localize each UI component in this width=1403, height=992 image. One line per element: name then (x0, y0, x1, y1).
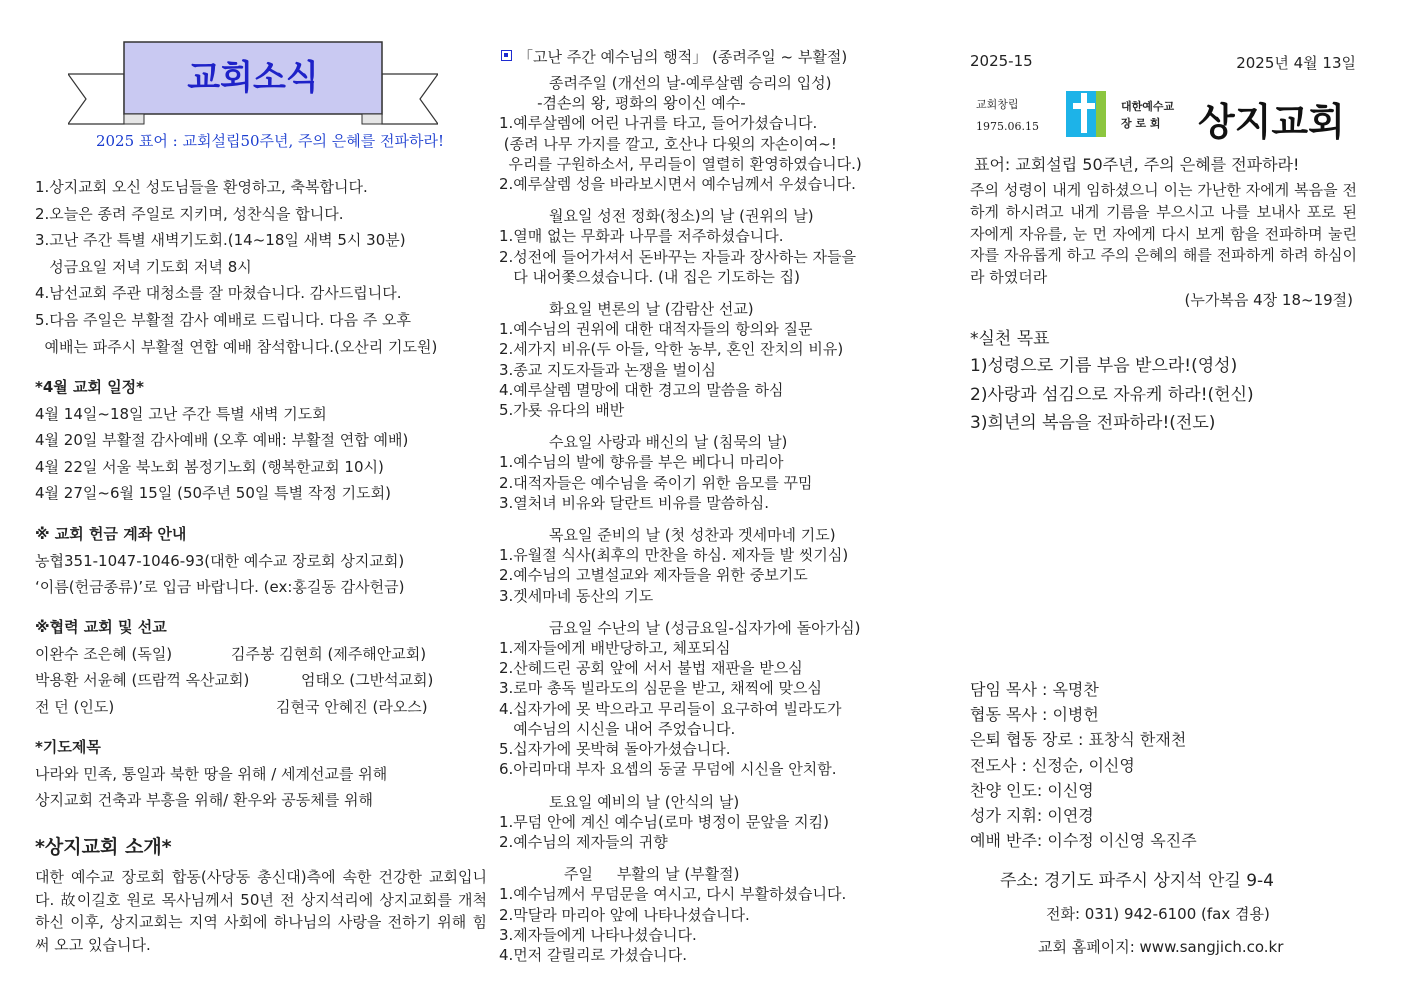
day-line: 2.막달라 마리아 앞에 나타나셨습니다. (499, 905, 750, 924)
day-line: 1.열매 없는 무화과 나무를 저주하셨습니다. (499, 227, 784, 246)
news-item: 예배는 파주시 부활절 연합 예배 참석합니다.(오산리 기도원) (35, 337, 438, 356)
prayer-title: *기도제목 (35, 738, 101, 756)
news-list (35, 174, 495, 360)
banner-title: 교회소식 (187, 58, 319, 98)
schedule-section (35, 374, 495, 507)
day-line: 4.먼저 갈릴리로 가셨습니다. (499, 945, 688, 964)
account-note: ‘이름(헌금종류)’로 입금 바랍니다. (ex:홍길동 감사헌금) (35, 578, 405, 597)
schedule-title: *4월 교회 일정* (35, 378, 145, 396)
day-line: (종려 나무 가지를 깔고, 호산나 다윗의 자손이여~! (499, 134, 837, 153)
annual-motto: 2025 표어 : 교회설립50주년, 주의 은혜를 전파하라! (95, 132, 445, 150)
staff-item: 전도사 : 신정순, 이신영 (970, 755, 1135, 775)
day-line: 3.열처녀 비유와 달란트 비유를 말씀하심. (499, 493, 769, 512)
founded-date: 1975.06.15 (976, 120, 1039, 133)
day-line: 4.십자가에 못 박으라고 무리들이 요구하여 빌라도가 (499, 699, 842, 718)
day-line: 1.유월절 식사(최후의 만찬을 하심. 제자들 발 씻기심) (499, 546, 849, 565)
issue-date: 2025년 4월 13일 (1236, 54, 1356, 72)
staff-item: 협동 목사 : 이병헌 (970, 705, 1099, 725)
church-homepage[interactable]: 교회 홈페이지: www.sangjich.co.kr (1038, 938, 1284, 956)
day-heading: 월요일 성전 정화(청소)의 날 (권위의 날) (549, 207, 814, 226)
staff-item: 담임 목사 : 옥명찬 (970, 680, 1099, 699)
day-line: 2.성전에 들어가셔서 돈바꾸는 자들과 장사하는 자들을 (499, 247, 856, 266)
day-heading: 토요일 예비의 날 (안식의 날) (549, 792, 740, 811)
day-line: 1.예수님께서 무덤문을 여시고, 다시 부활하셨습니다. (499, 885, 847, 904)
church-phone: 전화: 031) 942-6100 (fax 겸용) (1046, 905, 1270, 923)
schedule-item: 4월 20일 부활절 감사예배 (오후 예배: 부활절 연합 예배) (35, 431, 409, 450)
prayer-item: 상지교회 건축과 부흥을 위해/ 환우와 공동체를 위해 (35, 791, 373, 810)
day-line: 2.세가지 비유(두 아들, 악한 농부, 혼인 잔치의 비유) (499, 340, 844, 359)
day-line: 5.가룟 유다의 배반 (499, 401, 625, 420)
missions-section (35, 614, 495, 720)
intro-title: *상지교회 소개* (35, 836, 172, 858)
day-heading: 금요일 수난의 날 (성금요일-십자가에 돌아가심) (549, 618, 861, 637)
missions-row (35, 694, 495, 721)
schedule-item: 4월 14일~18일 고난 주간 특별 새벽 기도회 (35, 404, 327, 423)
day-heading: 목요일 준비의 날 (첫 성찬과 겟세마네 기도) (549, 526, 836, 545)
missionary: 김주봉 김현희 (제주해안교회) (231, 644, 427, 663)
day-line: 1.무덤 안에 계신 예수님(로마 병정이 문앞을 지킴) (499, 812, 829, 831)
day-line: 1.제자들에게 배반당하고, 체포되심 (499, 639, 731, 658)
news-item: 성금요일 저녁 기도회 저녁 8시 (35, 257, 252, 276)
square-bullet-icon (501, 50, 512, 61)
denomination-line-2: 장 로 회 (1121, 117, 1161, 130)
day-line: 5.십자가에 못박혀 돌아가셨습니다. (499, 740, 731, 759)
missions-row (35, 667, 495, 694)
church-name: 상지교회 (1198, 100, 1345, 144)
day-line: 2.대적자들은 예수님을 죽이기 위한 음모를 꾸밈 (499, 473, 813, 492)
day-line: 2.산헤드린 공회 앞에 서서 불법 재판을 받으심 (499, 659, 803, 678)
scripture-verse: 주의 성령이 내게 임하셨으니 이는 가난한 자에게 복음을 전하게 하시려고 내게 기름을 부으시고 나를 보내사 포로 된 자에게 자유를, 눈 먼 자에게 다시 보게 함을 전파하며 눌린 자를 자유롭게 하고 주의 은혜의 해를 전파하게 하려 하심이라 하였더라 (970, 181, 1357, 287)
right-motto: 표어: 교회설립 50주년, 주의 은혜를 전파하라! (974, 155, 1300, 174)
goals-title: *실천 목표 (970, 329, 1050, 349)
church-logo-icon (1066, 91, 1106, 137)
goals-list (970, 352, 1254, 438)
scripture-reference: (누가복음 4장 18~19절) (1184, 291, 1353, 309)
day-line: 1.예수님의 발에 향유를 부은 베다니 마리아 (499, 453, 784, 472)
denomination-line-1: 대한예수교 (1121, 100, 1175, 113)
day-line: 2.예수님의 제자들의 귀향 (499, 832, 668, 851)
news-item: 4.남선교회 주관 대청소를 잘 마쳤습니다. 감사드립니다. (35, 284, 402, 303)
day-line: 3.종교 지도자들과 논쟁을 벌이심 (499, 360, 716, 379)
news-item: 5.다음 주일은 부활절 감사 예배로 드립니다. 다음 주 오후 (35, 310, 412, 329)
staff-item: 찬양 인도: 이신영 (970, 780, 1094, 800)
day-line: 다 내어쫓으셨습니다. (내 집은 기도하는 집) (499, 267, 800, 286)
day-line: 1.예루살렘에 어린 나귀를 타고, 들어가셨습니다. (499, 114, 818, 133)
church-address: 주소: 경기도 파주시 상지석 안길 9-4 (1000, 871, 1274, 891)
news-item: 1.상지교회 오신 성도님들을 환영하고, 축복합니다. (35, 178, 368, 196)
prayer-section (35, 734, 495, 814)
day-line: 3.로마 총독 빌라도의 심문을 받고, 채찍에 맞으심 (499, 679, 822, 698)
missionary: 전 던 (인도) (35, 697, 115, 716)
day-line: 6.아리마대 부자 요셉의 동굴 무덤에 시신을 안치함. (499, 760, 837, 779)
issue-number: 2025-15 (970, 52, 1033, 70)
news-item: 2.오늘은 종려 주일로 지키며, 성찬식을 합니다. (35, 204, 344, 223)
account-section (35, 521, 495, 601)
news-banner (68, 40, 438, 128)
missions-title: ※협력 교회 및 선교 (35, 618, 167, 636)
day-line: 예수님의 시신을 내어 주었습니다. (499, 719, 736, 738)
account-number: 농협351-1047-1046-93(대한 예수교 장로회 상지교회) (35, 551, 405, 570)
missionary: 김현국 안혜진 (라오스) (276, 697, 428, 716)
day-heading: 종려주일 (개선의 날-예루살렘 승리의 입성) (549, 74, 832, 92)
goal-item: 2)사랑과 섬김으로 자유케 하라!(헌신) (970, 384, 1254, 405)
staff-item: 예배 반주: 이수정 이신영 옥진주 (970, 831, 1197, 851)
missions-row (35, 641, 495, 668)
staff-item: 은퇴 협동 장로 : 표창식 한재천 (970, 730, 1187, 750)
prayer-item: 나라와 민족, 통일과 북한 땅을 위해 / 세계선교를 위해 (35, 764, 388, 783)
day-heading: 수요일 사랑과 배신의 날 (침묵의 날) (549, 433, 788, 452)
day-line: 1.예수님의 권위에 대한 대적자들의 항의와 질문 (499, 320, 813, 339)
schedule-item: 4월 27일~6월 15일 (50주년 50일 특별 작정 기도회) (35, 484, 391, 503)
founded-label: 교회창립 (976, 98, 1019, 111)
missionary: 박용환 서윤혜 (뜨람꺽 옥산교회) (35, 671, 250, 690)
account-title: ※ 교회 헌금 계좌 안내 (35, 525, 187, 543)
church-intro: 대한 예수교 장로회 합동(사당동 총신대)측에 속한 건강한 교회입니다. 故이길호 원로 목사님께서 50년 전 상지석리에 상지교회를 개척하신 이후, 상지교회는 지역 사회에 하나님의 사랑을 전하기 위해 힘써 오고 있습니다. (35, 868, 487, 954)
day-line: 3.제자들에게 나타나셨습니다. (499, 925, 697, 944)
staff-list (970, 677, 1197, 853)
day-line: 3.겟세마네 동산의 기도 (499, 586, 654, 605)
day-line: 2.예루살렘 성을 바라보시면서 예수님께서 우셨습니다. (499, 175, 856, 194)
missionary: 엄태오 (그반석교회) (301, 671, 434, 690)
day-line: 4.예루살렘 멸망에 대한 경고의 말씀을 하심 (499, 380, 784, 399)
news-item: 3.고난 주간 특별 새벽기도회.(14~18일 새벽 5시 30분) (35, 231, 406, 250)
day-line: 2.예수님의 고별설교와 제자들을 위한 중보기도 (499, 566, 808, 585)
day-line: -겸손의 왕, 평화의 왕이신 예수- (499, 94, 746, 113)
staff-item: 성가 지휘: 이연경 (970, 806, 1094, 826)
schedule-item: 4월 22일 서울 북노회 봄정기노회 (행복한교회 10시) (35, 457, 384, 476)
day-heading: 주일 부활의 날 (부활절) (564, 865, 740, 884)
day-line: 우리를 구원하소서, 무리들이 열렬히 환영하였습니다.) (499, 154, 862, 173)
day-heading: 화요일 변론의 날 (감람산 선교) (549, 300, 754, 319)
passion-week-title: 「고난 주간 예수님의 행적」 (종려주일 ~ 부활절) (518, 48, 848, 66)
goal-item: 3)희년의 복음을 전파하라!(전도) (970, 413, 1216, 433)
missionary: 이완수 조은혜 (독일) (35, 644, 173, 663)
passion-week-list (499, 73, 919, 965)
goal-item: 1)성령으로 기름 부음 받으라!(영성) (970, 356, 1238, 376)
